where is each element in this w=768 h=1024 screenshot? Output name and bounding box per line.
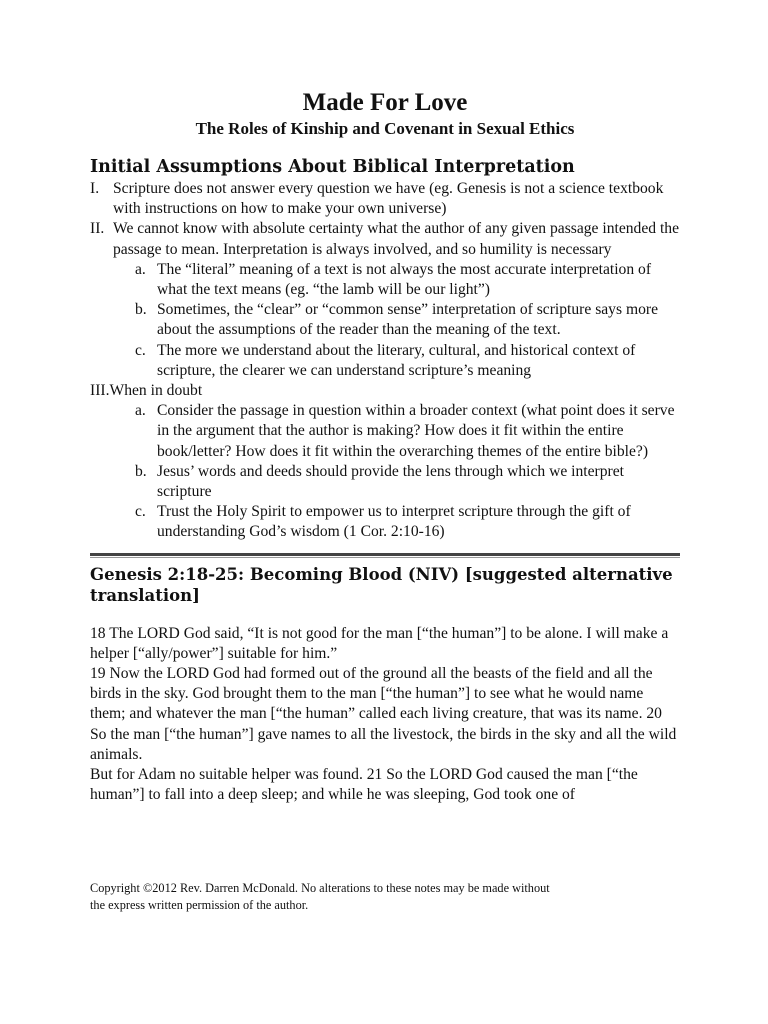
sublist-marker: a. [135,402,146,420]
sublist-item-text: The “literal” meaning of a text is not always the most accurate interpretation of what the text means (eg. “the lamb will be our light”) [157,260,652,299]
document-subtitle: The Roles of Kinship and Covenant in Sexual Ethics [195,119,575,138]
sublist-marker: b. [135,301,147,319]
sublist-item-text: Consider the passage in question within a broader context (what point does it serve in the argument that the author is making? How does it fit within the entire book/letter? How does it fit within the overarching themes of the entire bible?) [157,402,675,460]
assumptions-list [90,179,680,260]
sublist-item [135,341,680,381]
scripture-paragraph: 18 The LORD God said, “It is not good for the man [“the human”] to be alone. I will make a helper [“ally/power”] suitable for him.” [90,624,669,662]
sublist-item-text: Sometimes, the “clear” or “common sense” interpretation of scripture says more about the assumptions of the reader than the meaning of the text. [157,301,658,339]
sublist-item [135,502,680,542]
section-heading-assumptions: Initial Assumptions About Biblical Interpretation [90,157,575,177]
scripture-paragraph: But for Adam no suitable helper was found. 21 So the LORD God caused the man [“the human”] to fall into a deep sleep; and while he was sleeping, God took one of [90,766,638,804]
list-marker: III. [90,382,110,400]
sublist-marker: c. [135,341,146,359]
sublist-item-text: The more we understand about the literary, cultural, and historical context of scripture, the clearer we can understand scripture’s meaning [157,341,636,379]
sublist-when-in-doubt [90,401,680,542]
scripture-paragraph: 19 Now the LORD God had formed out of the ground all the beasts of the field and all the birds in the sky. God brought them to the man [“the human”] to see what he would name them; and whatever the man [“the human” called each living creature, that was its name. 20 So the man [“the human”] gave names to all the livestock, the birds in the sky and all the wild animals. [90,665,677,763]
list-item-text: Scripture does not answer every question we have (eg. Genesis is not a science textbook with instructions on how to make your own universe) [113,180,664,218]
sublist-marker: b. [135,462,147,480]
sublist-item [135,260,680,300]
list-marker: I. [90,180,100,197]
document-page [90,88,680,805]
list-item-text: We cannot know with absolute certainty what the author of any given passage intended the passage to mean. Interpretation is always involved, and so humility is necessary [113,220,680,258]
copyright-footer [90,880,690,914]
list-marker: II. [90,220,105,238]
sublist-item [135,401,680,462]
sublist-item [135,462,680,502]
section-divider [90,553,680,558]
sublist-interpretation [90,260,680,381]
section-heading-genesis: Genesis 2:18-25: Becoming Blood (NIV) [suggested alternative translation] [90,564,673,605]
footer-line: the express written permission of the author. [90,898,309,912]
list-item [90,219,680,259]
sublist-marker: c. [135,503,146,521]
list-item [90,179,680,219]
assumptions-list-continued [90,381,680,401]
sublist-item-text: Jesus’ words and deeds should provide the lens through which we interpret scripture [157,462,624,501]
sublist-item-text: Trust the Holy Spirit to empower us to interpret scripture through the gift of understanding God’s wisdom (1 Cor. 2:10-16) [157,503,631,541]
document-title: Made For Love [302,89,468,116]
sublist-marker: a. [135,260,146,278]
footer-line: Copyright ©2012 Rev. Darren McDonald. No alterations to these notes may be made without [90,881,550,895]
list-item [90,381,680,401]
list-item-text: When in doubt [109,382,203,400]
sublist-item [135,300,680,340]
